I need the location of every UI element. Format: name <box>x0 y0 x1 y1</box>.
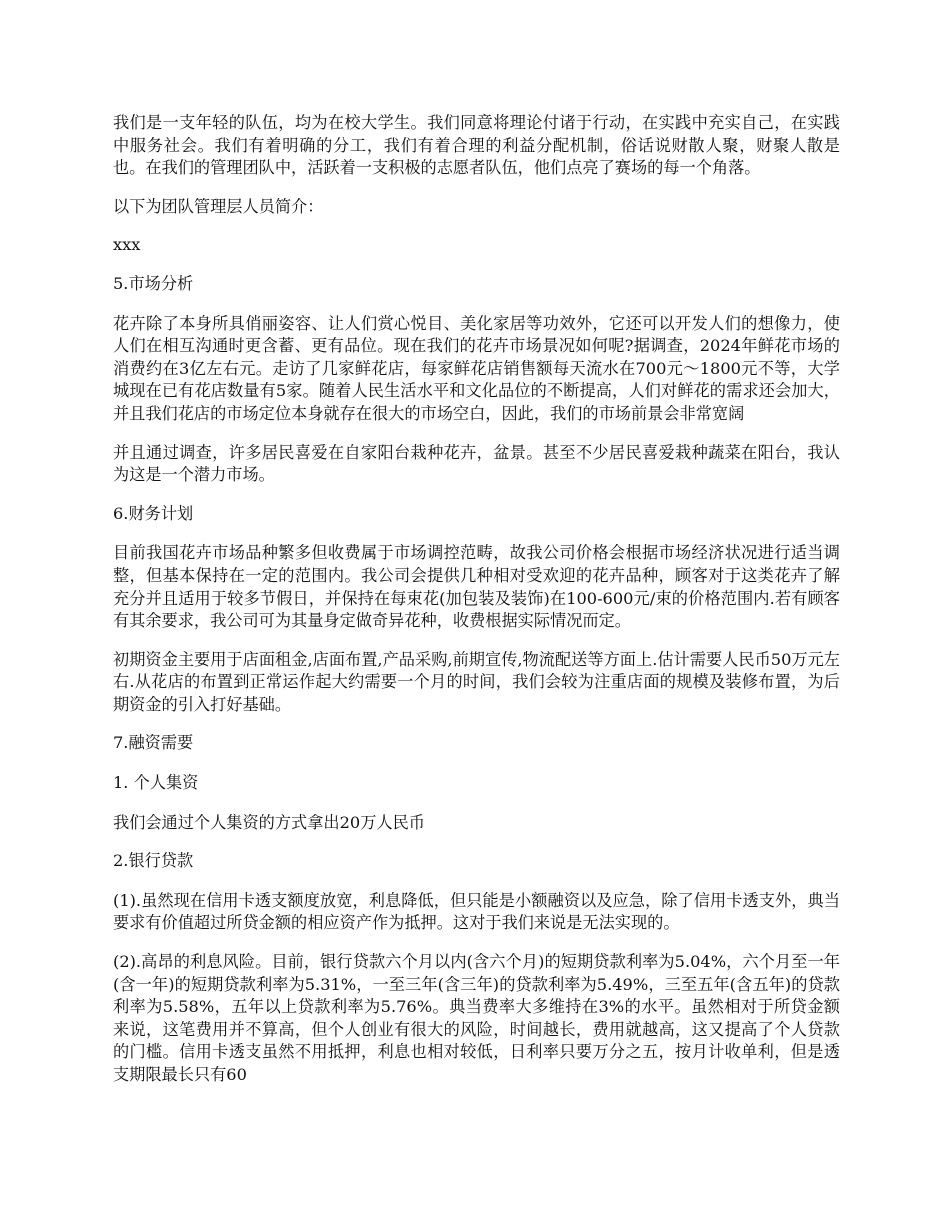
paragraph-placeholder-name: xxx <box>113 235 141 255</box>
paragraph-interest-risk: (2).高昂的利息风险。目前，银行贷款六个月以内(含六个月)的短期贷款利率为5.04%，六个月至一年(含一年)的短期贷款利率为5.31%，一至三年(含三年)的贷款利率为5.49%，三至五年(含五年)的贷款利率为5.58%，五年以上贷款利率为5.76%。典当费率大多维持在3%的水平。虽然相对于所贷金额来说，这笔费用并不算高，但个人创业有很大的风险，时间越长，费用就越高，这又提高了个人贷款的门槛。信用卡透支虽然不用抵押，利息也相对较低，日利率只要万分之五，按月计收单利，但是透支期限最长只有60 <box>113 952 840 1084</box>
paragraph-management-intro: 以下为团队管理层人员简介： <box>113 196 324 216</box>
subheading-personal-funding: 1. 个人集资 <box>113 773 199 793</box>
subheading-bank-loan: 2.银行贷款 <box>113 851 194 871</box>
paragraph-market-analysis: 花卉除了本身所具俏丽姿容、让人们赏心悦目、美化家居等功效外，它还可以开发人们的想像力，使人们在相互沟通时更含蓄、更有品位。现在我们的花卉市场景况如何呢?据调查，2024年鲜花市场的消费约在3亿左右元。走访了几家鲜花店，每家鲜花店销售额每天流水在700元～1800元不等，大学城现在已有花店数量有5家。随着人民生活水平和文化品位的不断提高，人们对鲜花的需求还会加大，并且我们花店的市场定位本身就存在很大的市场空白，因此，我们的市场前景会非常宽阔 <box>113 313 840 423</box>
section-heading-financing-needs: 7.融资需要 <box>113 733 194 753</box>
paragraph-pricing: 目前我国花卉市场品种繁多但收费属于市场调控范畴，故我公司价格会根据市场经济状况进行适当调整，但基本保持在一定的范围内。我公司会提供几种相对受欢迎的花卉品种，顾客对于这类花卉了解充分并且适用于较多节假日，并保持在每束花(加包装及装饰)在100-600元/束的价格范围内.若有顾客有其余要求，我公司可为其量身定做奇异花种，收费根据实际情况而定。 <box>113 543 840 631</box>
section-heading-financial-plan: 6.财务计划 <box>113 503 194 523</box>
paragraph-personal-funding: 我们会通过个人集资的方式拿出20万人民币 <box>113 812 425 832</box>
document-page <box>113 112 840 1103</box>
section-heading-market-analysis: 5.市场分析 <box>113 273 194 293</box>
paragraph-credit-card-limit: (1).虽然现在信用卡透支额度放宽，利息降低，但只能是小额融资以及应急，除了信用卡透支外，典当要求有价值超过所贷金额的相应资产作为抵押。这对于我们来说是无法实现的。 <box>113 890 840 933</box>
paragraph-team-intro: 我们是一支年轻的队伍，均为在校大学生。我们同意将理论付诸于行动，在实践中充实自己，在实践中服务社会。我们有着明确的分工，我们有着合理的利益分配机制，俗话说财散人聚，财聚人散是也。在我们的管理团队中，活跃着一支积极的志愿者队伍，他们点亮了赛场的每一个角落。 <box>113 113 840 178</box>
paragraph-market-potential: 并且通过调查，许多居民喜爱在自家阳台栽种花卉，盆景。甚至不少居民喜爱栽种蔬菜在阳台，我认为这是一个潜力市场。 <box>113 442 840 485</box>
paragraph-initial-funding: 初期资金主要用于店面租金,店面布置,产品采购,前期宣传,物流配送等方面上.估计需要人民币50万元左右.从花店的布置到正常运作起大约需要一个月的时间，我们会较为注重店面的规模及装修布置，为后期资金的引入打好基础。 <box>113 649 840 714</box>
